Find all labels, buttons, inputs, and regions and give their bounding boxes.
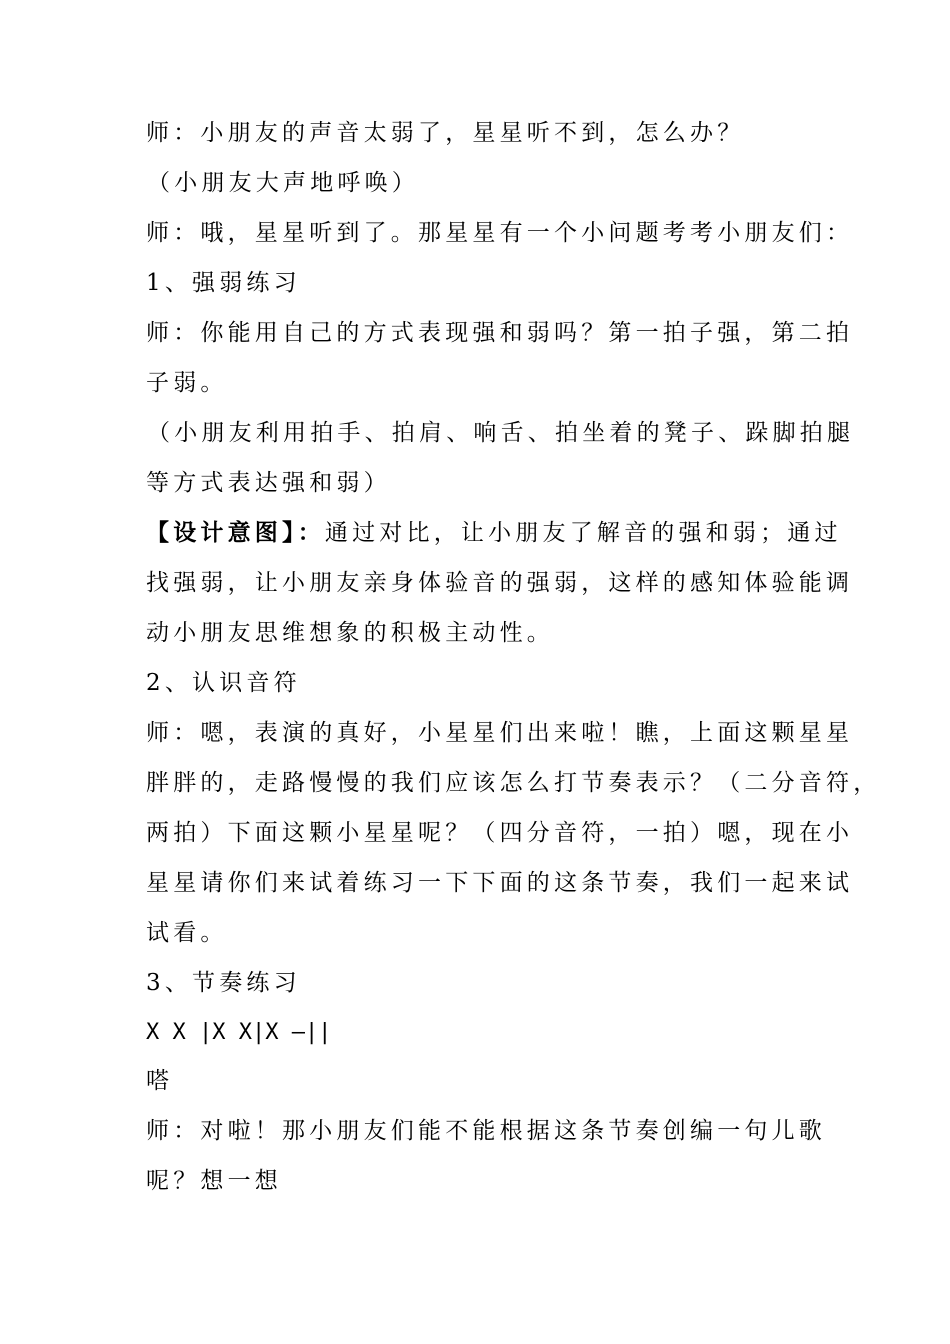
paragraph-line: 胖胖的，走路慢慢的我们应该怎么打节奏表示？（二分音符， xyxy=(146,770,881,796)
paragraph-line: （小朋友大声地呼唤） xyxy=(147,170,419,196)
design-intent-label: 【设计意图】： xyxy=(146,519,325,546)
paragraph-line: 找强弱，让小朋友亲身体验音的强弱，这样的感知体验能调 xyxy=(146,570,854,596)
paragraph-line: 星星请你们来试着练习一下下面的这条节奏，我们一起来试 xyxy=(146,870,854,896)
section-heading: 2、认识音符 xyxy=(146,670,301,696)
paragraph-line: 呢？想一想 xyxy=(146,1168,282,1194)
design-intent-line xyxy=(146,518,842,548)
paragraph-line: 动小朋友思维想象的积极主动性。 xyxy=(146,620,554,646)
paragraph-line: 等方式表达强和弱） xyxy=(146,470,391,496)
paragraph-line: 子弱。 xyxy=(146,370,228,396)
paragraph-line: 两拍）下面这颗小星星呢？（四分音符，一拍）嗯，现在小 xyxy=(146,820,854,846)
paragraph-line: （小朋友利用拍手、拍肩、响舌、拍坐着的凳子、跺脚拍腿 xyxy=(147,420,855,446)
paragraph-line: 师：你能用自己的方式表现强和弱吗？第一拍子强，第二拍 xyxy=(146,320,854,346)
paragraph-line: 师：对啦！那小朋友们能不能根据这条节奏创编一句儿歌 xyxy=(146,1118,826,1144)
rhythm-syllable: 嗒 xyxy=(146,1068,174,1094)
rhythm-notation: X X |X X|X —|| xyxy=(146,1020,332,1045)
paragraph-line: 师：哦，星星听到了。那星星有一个小问题考考小朋友们： xyxy=(146,220,854,246)
paragraph-line: 师：小朋友的声音太弱了，星星听不到，怎么办？ xyxy=(146,120,745,146)
section-heading: 3、节奏练习 xyxy=(146,970,301,996)
paragraph-line: 师：嗯，表演的真好，小星星们出来啦！瞧，上面这颗星星 xyxy=(146,720,854,746)
section-heading: 1、强弱练习 xyxy=(146,270,301,296)
design-intent-text: 通过对比，让小朋友了解音的强和弱；通过 xyxy=(324,520,842,546)
paragraph-line: 试看。 xyxy=(146,920,228,946)
